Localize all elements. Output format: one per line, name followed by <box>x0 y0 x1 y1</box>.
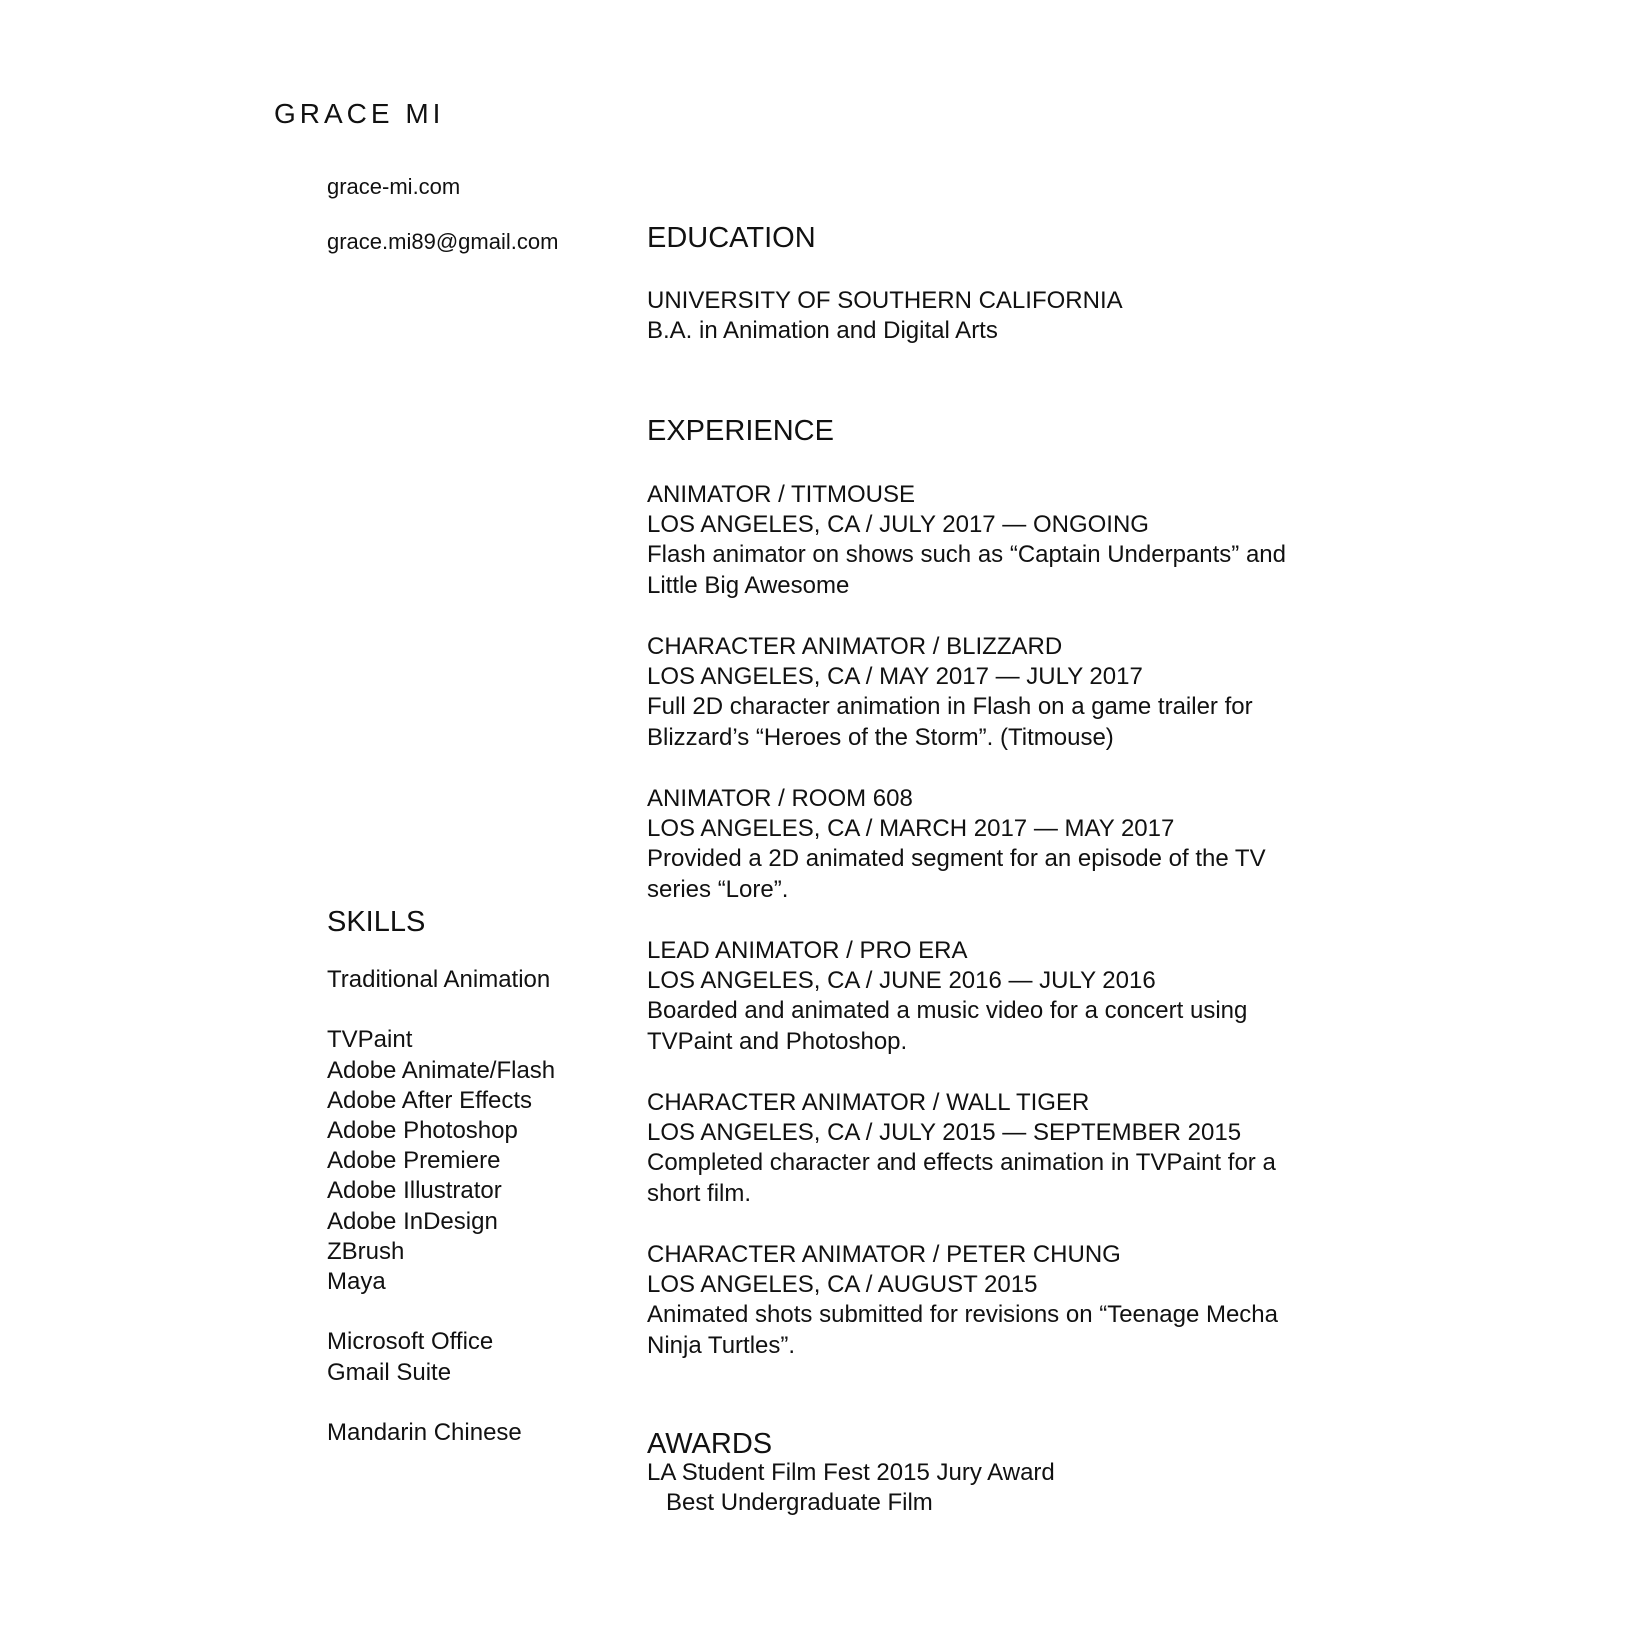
experience-item <box>647 480 1286 601</box>
experience-meta: LOS ANGELES, CA / MAY 2017 — JULY 2017 <box>647 663 1143 691</box>
experience-heading: EXPERIENCE <box>647 415 834 447</box>
experience-meta: LOS ANGELES, CA / JUNE 2016 — JULY 2016 <box>647 967 1156 995</box>
skill-item: Gmail Suite <box>327 1358 452 1386</box>
experience-desc: Completed character and effects animation in TVPaint for a <box>647 1149 1276 1177</box>
award-category: Best Undergraduate Film <box>666 1489 933 1517</box>
skills-spacer <box>327 995 555 1025</box>
experience-item <box>647 1240 1278 1361</box>
experience-meta: LOS ANGELES, CA / AUGUST 2015 <box>647 1271 1038 1299</box>
experience-meta: LOS ANGELES, CA / JULY 2017 — ONGOING <box>647 511 1149 539</box>
experience-desc: Little Big Awesome <box>647 571 850 599</box>
experience-desc: Blizzard’s “Heroes of the Storm”. (Titmouse) <box>647 723 1114 751</box>
skill-item: Mandarin Chinese <box>327 1419 522 1446</box>
education-degree: B.A. in Animation and Digital Arts <box>647 317 998 345</box>
experience-desc: TVPaint and Photoshop. <box>647 1027 908 1055</box>
experience-desc: Full 2D character animation in Flash on a game trailer for <box>647 693 1253 721</box>
skills-heading: SKILLS <box>327 906 426 938</box>
experience-title: CHARACTER ANIMATOR / BLIZZARD <box>647 633 1063 660</box>
experience-title: ANIMATOR / TITMOUSE <box>647 481 916 508</box>
experience-item <box>647 784 1266 905</box>
experience-desc: Animated shots submitted for revisions on “Teenage Mecha <box>647 1301 1278 1329</box>
skill-item: Maya <box>327 1268 386 1296</box>
experience-desc: short film. <box>647 1179 752 1207</box>
skills-list <box>327 965 555 1448</box>
experience-item <box>647 936 1247 1057</box>
experience-desc: series “Lore”. <box>647 875 789 903</box>
skill-item: Adobe Photoshop <box>327 1117 518 1144</box>
experience-meta: LOS ANGELES, CA / MARCH 2017 — MAY 2017 <box>647 815 1175 843</box>
award-name: LA Student Film Fest 2015 Jury Award <box>647 1459 1055 1486</box>
skill-item: Adobe Animate/Flash <box>327 1056 556 1084</box>
experience-title: LEAD ANIMATOR / PRO ERA <box>647 937 968 964</box>
experience-title: ANIMATOR / ROOM 608 <box>647 785 913 812</box>
skill-item: Adobe After Effects <box>327 1086 533 1114</box>
education-school: UNIVERSITY OF SOUTHERN CALIFORNIA <box>647 287 1123 314</box>
experience-item <box>647 632 1253 753</box>
skill-item: Adobe Illustrator <box>327 1177 502 1205</box>
awards-entry <box>647 1458 1055 1518</box>
resume-name: GRACE MI <box>274 98 445 129</box>
skills-spacer <box>327 1297 555 1327</box>
experience-desc: Boarded and animated a music video for a concert using <box>647 997 1248 1025</box>
email-link[interactable]: grace.mi89@gmail.com <box>327 229 559 254</box>
experience-desc: Provided a 2D animated segment for an episode of the TV <box>647 845 1266 873</box>
skill-item: ZBrush <box>327 1237 405 1265</box>
skills-spacer <box>327 1388 555 1418</box>
experience-title: CHARACTER ANIMATOR / WALL TIGER <box>647 1089 1090 1116</box>
experience-title: CHARACTER ANIMATOR / PETER CHUNG <box>647 1241 1121 1268</box>
experience-meta: LOS ANGELES, CA / JULY 2015 — SEPTEMBER 2015 <box>647 1119 1242 1147</box>
skill-item: Microsoft Office <box>327 1328 494 1356</box>
website-link[interactable]: grace-mi.com <box>327 174 461 199</box>
skill-item: TVPaint <box>327 1026 413 1054</box>
education-heading: EDUCATION <box>647 222 816 254</box>
experience-item <box>647 1088 1276 1209</box>
experience-desc: Flash animator on shows such as “Captain Underpants” and <box>647 541 1286 569</box>
skill-item: Traditional Animation <box>327 966 551 993</box>
awards-heading: AWARDS <box>647 1428 773 1460</box>
education-entry <box>647 286 1123 346</box>
skill-item: Adobe InDesign <box>327 1207 498 1235</box>
skill-item: Adobe Premiere <box>327 1147 501 1175</box>
experience-desc: Ninja Turtles”. <box>647 1331 796 1359</box>
